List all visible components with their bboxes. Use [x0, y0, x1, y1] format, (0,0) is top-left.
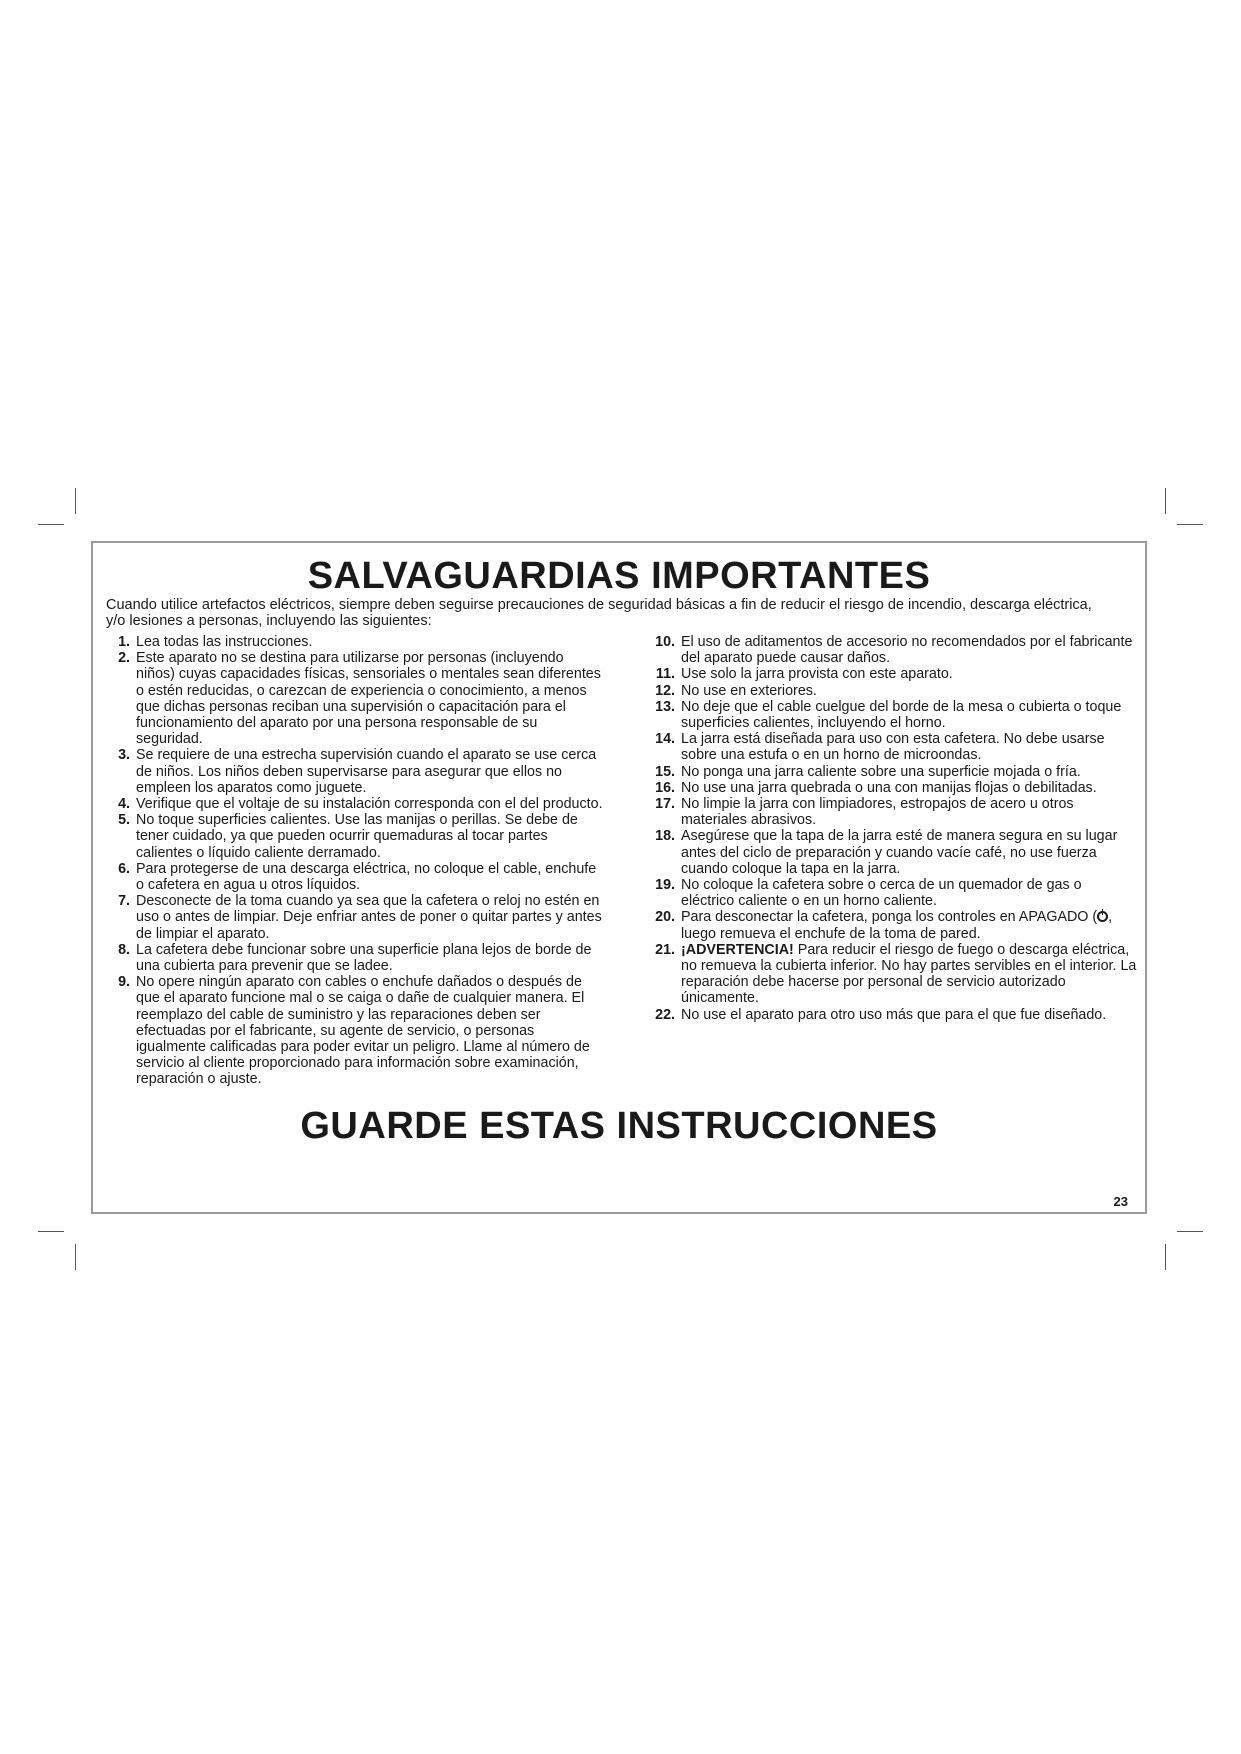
item-number: 9. — [118, 974, 130, 991]
item-text: Asegúrese que la tapa de la jarra esté de manera segura en su lugar antes del ciclo de preparación y cuando vacíe café, no use fuerza cuando coloque la tapa en la jarra. — [681, 828, 1118, 877]
page-frame — [91, 541, 1147, 1214]
item-text: Use solo la jarra provista con este aparato. — [681, 666, 953, 683]
item-number: 22. — [655, 1006, 675, 1023]
item-number: 5. — [118, 812, 130, 829]
crop-mark — [1165, 488, 1166, 514]
item-text: No ponga una jarra caliente sobre una superficie mojada o fría. — [681, 763, 1081, 780]
list-item — [641, 796, 1137, 828]
list-item — [641, 909, 1137, 941]
item-text: Verifique que el voltaje de su instalación corresponda con el del producto. — [136, 796, 603, 813]
instructions-left-column — [106, 634, 606, 1088]
item-text: No opere ningún aparato con cables o enchufe dañados o después de que el aparato funcione mal o se caiga o dañe de cualquier manera. El reemplazo del cable de suministro y las reparaciones deben ser efectuadas por el fabricante, su agente de servicio, o personas igualmente calificadas para poder evitar un peligro. Llame al número de servicio al cliente proporcionado para información sobre examinación, reparación o ajuste. — [136, 974, 590, 1088]
item-text: Se requiere de una estrecha supervisión cuando el aparato se use cerca de niños. Los niños deben supervisarse para asegurar que ellos no empleen los aparatos como juguete. — [136, 747, 597, 796]
crop-mark — [38, 1231, 64, 1232]
warning-text: Para reducir el riesgo de fuego o descarga eléctrica, no remueva la cubierta inferior. No hay partes servibles en el interior. La reparación debe hacerse por personal de servicio autorizado únicamente. — [681, 941, 1137, 1007]
page-title: SALVAGUARDIAS IMPORTANTES — [307, 555, 931, 597]
crop-mark — [1177, 524, 1203, 525]
item-number: 4. — [118, 796, 130, 813]
item-text: El uso de aditamentos de accesorio no recomendados por el fabricante del aparato puede causar daños. — [681, 634, 1133, 667]
list-item — [106, 747, 606, 796]
intro-paragraph: Cuando utilice artefactos eléctricos, siempre deben seguirse precauciones de seguridad básicas a fin de reducir el riesgo de incendio, descarga eléctrica, y/o lesiones a personas, incluyendo las siguientes: — [106, 597, 1092, 629]
list-item — [106, 634, 606, 650]
list-item — [106, 893, 606, 942]
list-item — [106, 942, 606, 974]
list-item — [641, 666, 1137, 682]
item-text: La jarra está diseñada para uso con esta cafetera. No debe usarse sobre una estufa o en un horno de microondas. — [681, 731, 1105, 764]
item-number: 15. — [655, 763, 675, 780]
item-number: 19. — [655, 877, 675, 894]
list-item — [641, 828, 1137, 877]
item-number: 13. — [655, 698, 675, 715]
item-text: No use en exteriores. — [681, 682, 817, 699]
item-number: 10. — [655, 634, 675, 650]
item-text: No coloque la cafetera sobre o cerca de un quemador de gas o eléctrico caliente o en un horno caliente. — [681, 877, 1082, 910]
list-item — [106, 974, 606, 1087]
item-number: 11. — [655, 666, 675, 683]
power-icon — [1097, 911, 1108, 922]
list-item — [641, 780, 1137, 796]
crop-mark — [1165, 1244, 1166, 1270]
item-text: No deje que el cable cuelgue del borde de la mesa o cubierta o toque superficies calientes, incluyendo el horno. — [681, 698, 1122, 732]
item-text-before-icon: Para desconectar la cafetera, ponga los controles en APAGADO ( — [681, 909, 1098, 926]
item-text: Desconecte de la toma cuando ya sea que la cafetera o reloj no estén en uso o antes de limpiar. Deje enfriar antes de poner o quitar partes y antes de limpiar el aparato. — [136, 893, 602, 942]
list-item — [641, 877, 1137, 909]
footer-title: GUARDE ESTAS INSTRUCCIONES — [300, 1105, 938, 1147]
item-number: 21. — [655, 941, 675, 958]
item-text: No limpie la jarra con limpiadores, estropajos de acero u otros materiales abrasivos. — [681, 796, 1074, 829]
item-number: 7. — [118, 893, 130, 910]
item-text — [681, 942, 1137, 1007]
item-number: 20. — [655, 909, 675, 926]
list-item — [641, 764, 1137, 780]
item-text: Para protegerse de una descarga eléctrica, no coloque el cable, enchufe o cafetera en agua u otros líquidos. — [136, 860, 597, 894]
list-item — [641, 942, 1137, 1007]
warning-label: ¡ADVERTENCIA! — [681, 941, 794, 958]
item-text — [681, 909, 1137, 941]
item-number: 16. — [655, 779, 675, 796]
list-item — [106, 861, 606, 893]
item-number: 17. — [655, 796, 675, 813]
item-text: Lea todas las instrucciones. — [136, 634, 313, 650]
list-item — [641, 1007, 1137, 1023]
crop-mark — [75, 488, 76, 514]
item-number: 6. — [118, 860, 130, 877]
crop-mark — [1177, 1231, 1203, 1232]
crop-mark — [75, 1244, 76, 1270]
item-number: 14. — [655, 731, 675, 748]
list-item — [641, 699, 1137, 731]
item-number: 1. — [118, 634, 130, 650]
item-number: 18. — [655, 828, 675, 845]
item-text: No use el aparato para otro uso más que para el que fue diseñado. — [681, 1006, 1107, 1023]
list-item — [106, 650, 606, 747]
list-item — [641, 683, 1137, 699]
crop-mark — [38, 524, 64, 525]
item-number: 2. — [118, 650, 130, 667]
list-item — [641, 731, 1137, 763]
item-text: No use una jarra quebrada o una con manijas flojas o debilitadas. — [681, 779, 1097, 796]
item-number: 12. — [655, 682, 675, 699]
list-item — [106, 796, 606, 812]
list-item — [641, 634, 1137, 666]
page-number: 23 — [1113, 1194, 1128, 1209]
item-number: 8. — [118, 941, 130, 958]
item-text: No toque superficies calientes. Use las manijas o perillas. Se debe de tener cuidado, ya que pueden ocurrir quemaduras al tocar partes calientes o líquido caliente derramado. — [136, 812, 578, 861]
instructions-right-column — [641, 634, 1137, 1023]
item-text: Este aparato no se destina para utilizarse por personas (incluyendo niños) cuyas capacidades físicas, sensoriales o mentales sean diferentes o estén reducidas, o carezcan de experiencia o conocimiento, a menos que dichas personas reciban una supervisión o capacitación para el funcionamiento del aparato por una persona responsable de su seguridad. — [136, 650, 601, 748]
item-text: La cafetera debe funcionar sobre una superficie plana lejos de borde de una cubierta para prevenir que se ladee. — [136, 941, 592, 975]
item-text-after-icon: , luego remueva el enchufe de la toma de pared. — [681, 909, 1113, 942]
list-item — [106, 812, 606, 861]
item-number: 3. — [118, 747, 130, 764]
